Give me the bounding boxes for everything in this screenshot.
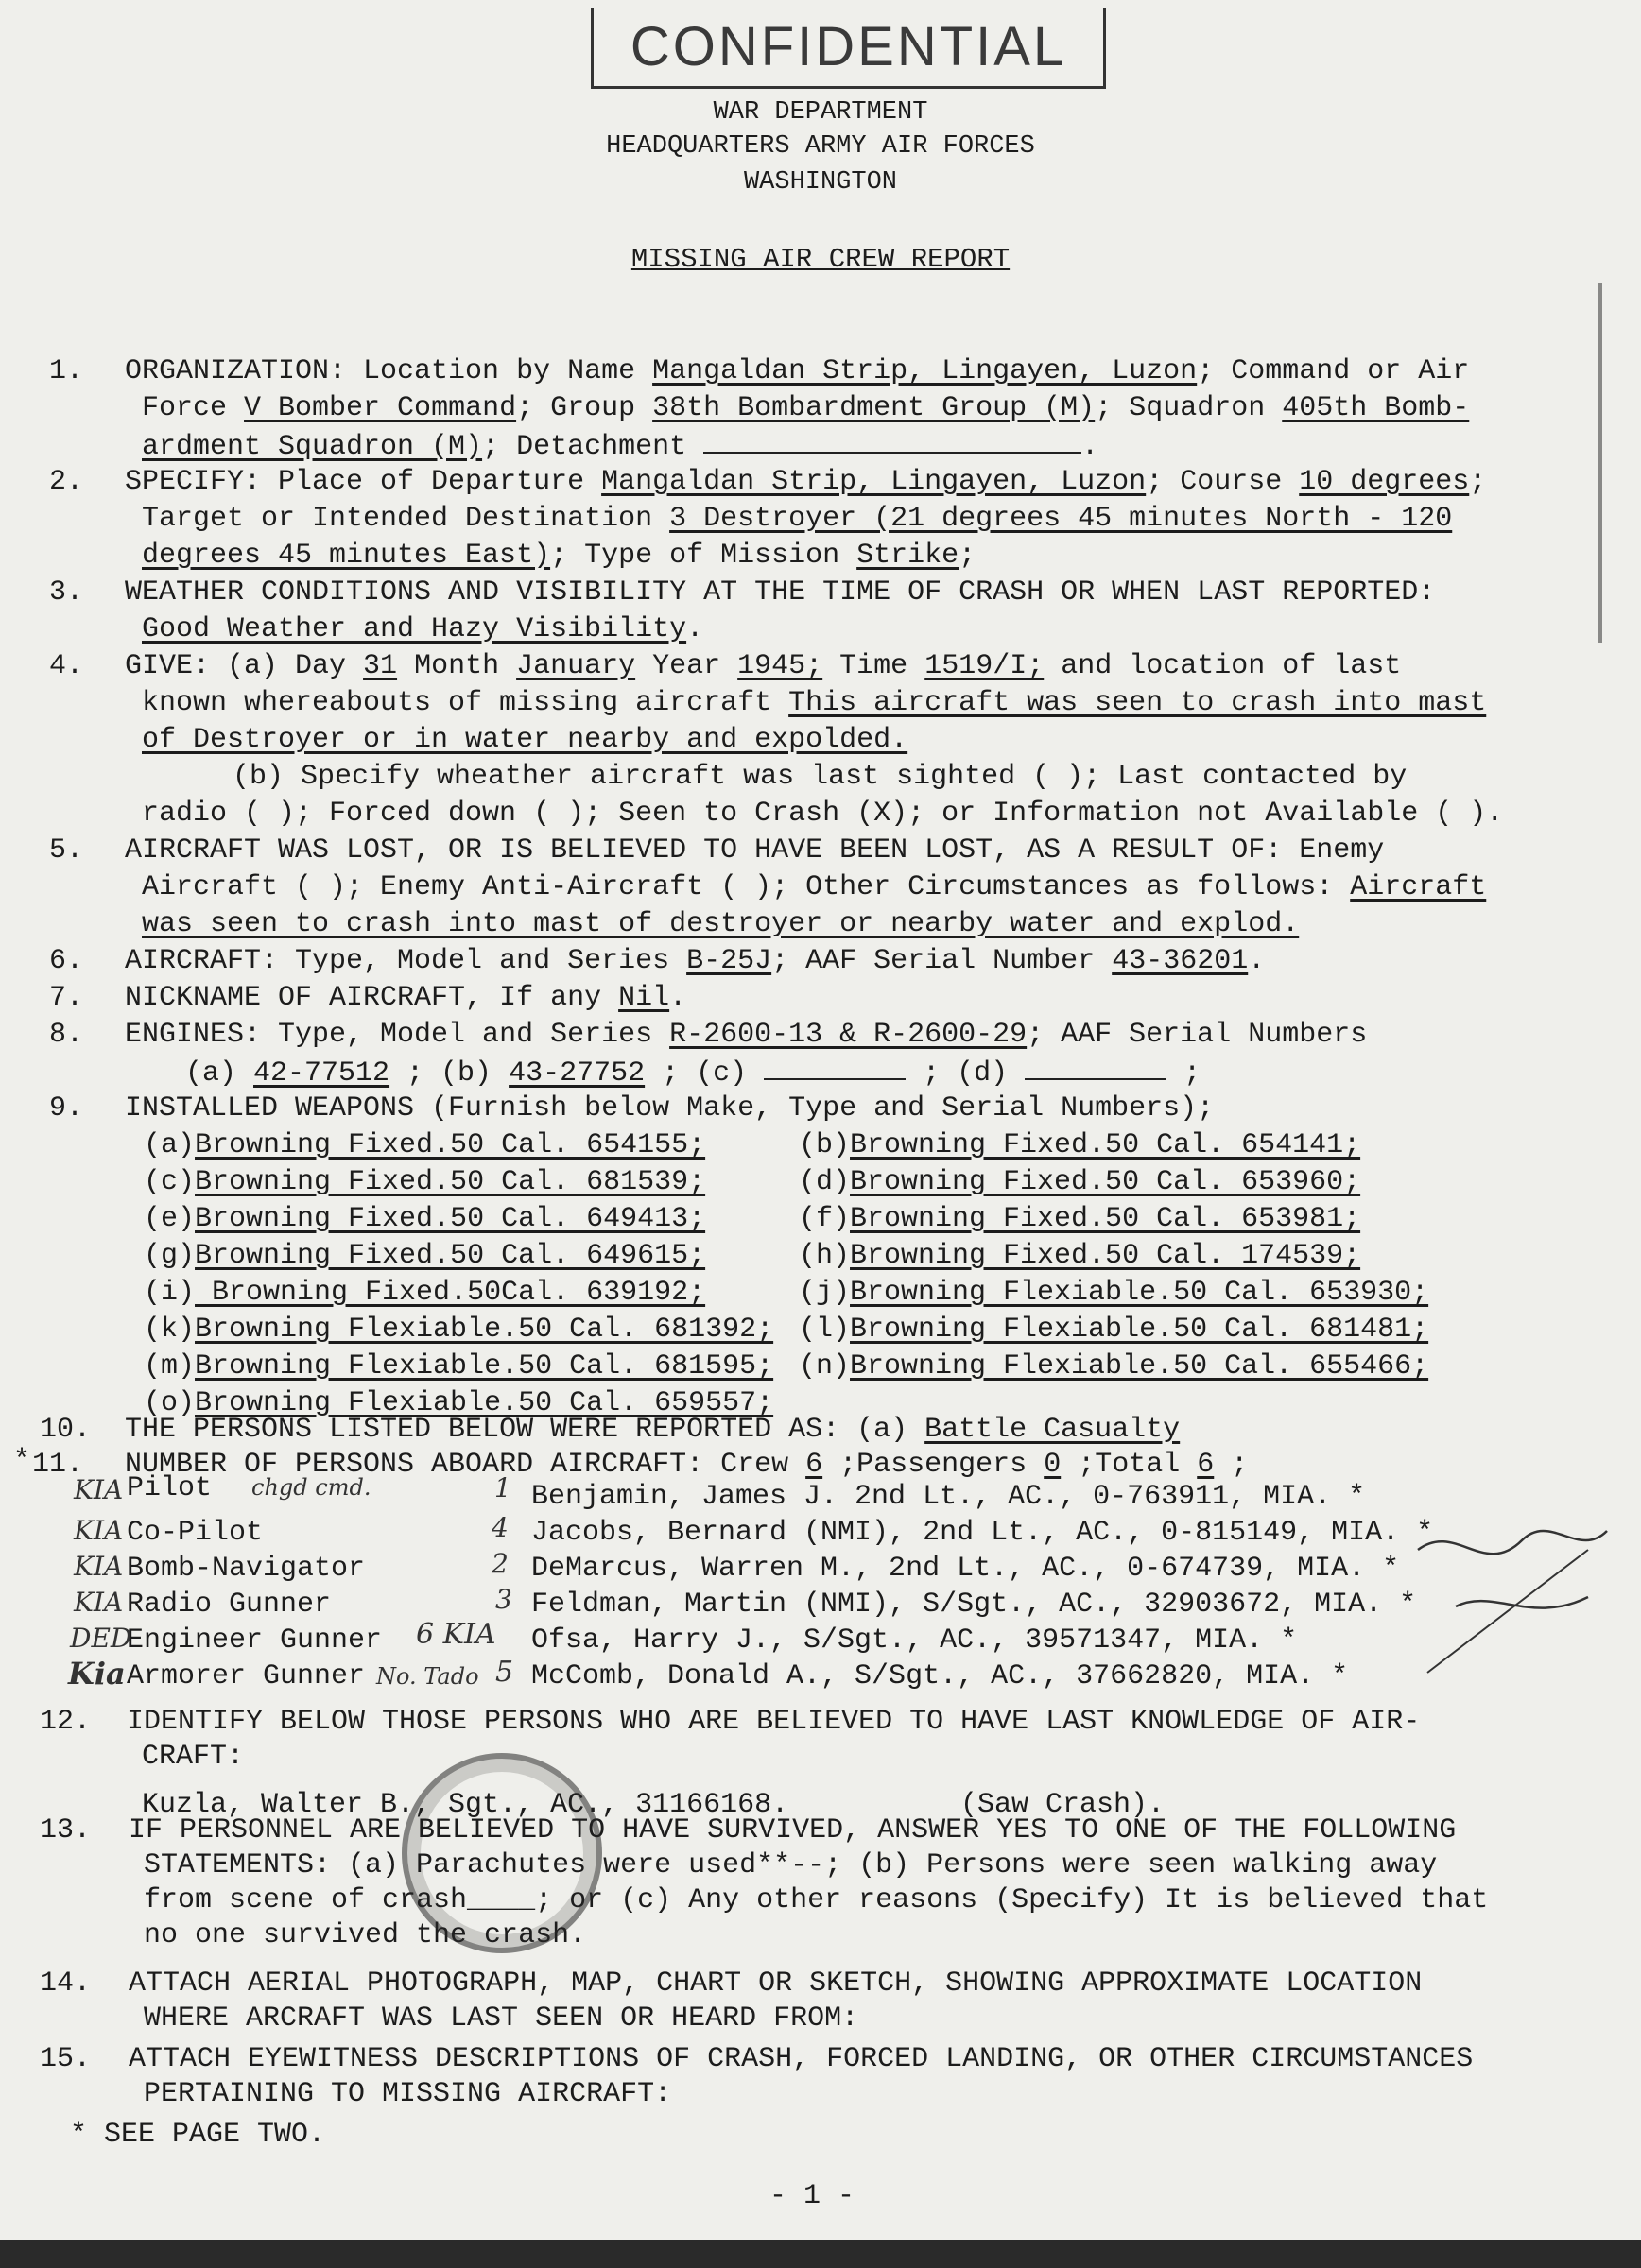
item-number: 11.: [32, 1449, 84, 1481]
aircraft-serial-value: 43-36201: [1112, 945, 1249, 977]
crew-member: Feldman, Martin (NMI), S/Sgt., AC., 32903672, MIA. *: [531, 1589, 1417, 1621]
whereabouts-value: This aircraft was seen to crash into mast: [788, 687, 1487, 719]
item-2-line-2: Target or Intended Destination 3 Destroyer (21 degrees 45 minutes North - 120: [142, 503, 1453, 535]
weather-value: Good Weather and Hazy Visibility: [142, 613, 687, 645]
crew-member: Jacobs, Bernard (NMI), 2nd Lt., AC., 0-815149, MIA. *: [531, 1517, 1434, 1549]
weapon-right-n: (n)Browning Flexiable.50 Cal. 655466;: [799, 1350, 1429, 1383]
item-4-line-1: GIVE: (a) Day 31 Month January Year 1945; Time 1519/I; and location of last: [125, 650, 1402, 682]
item-4-line-5: radio ( ); Forced down ( ); Seen to Crash (X); or Information not Available ( ).: [142, 798, 1504, 830]
departure-value: Mangaldan Strip, Lingayen, Luzon: [601, 466, 1147, 498]
handwritten-sequence: 6 KIA: [416, 1618, 496, 1651]
header-line-1: WAR DEPARTMENT: [713, 98, 928, 127]
item-8-line-2: (a) 42-77512 ; (b) 43-27752 ; (c) ; (d) ;: [185, 1054, 1201, 1091]
crew-member: DeMarcus, Warren M., 2nd Lt., AC., 0-674739, MIA. *: [531, 1553, 1400, 1585]
weapon-right-d: (d)Browning Fixed.50 Cal. 653960;: [799, 1166, 1361, 1198]
item-13-line-3: from scene of crash____; or (c) Any other reasons (Specify) It is believed that: [144, 1884, 1489, 1916]
item-15-line-1: ATTACH EYEWITNESS DESCRIPTIONS OF CRASH, FORCED LANDING, OR OTHER CIRCUMSTANCES: [129, 2043, 1474, 2075]
header-line-2: HEADQUARTERS ARMY AIR FORCES: [606, 132, 1035, 161]
location-value: Mangaldan Strip, Lingayen, Luzon: [652, 355, 1198, 387]
item-9-line-1: INSTALLED WEAPONS (Furnish below Make, Type and Serial Numbers);: [125, 1092, 1215, 1125]
passenger-count: 0: [1044, 1449, 1062, 1481]
item-4-line-4: (b) Specify wheather aircraft was last sighted ( ); Last contacted by: [233, 761, 1408, 793]
weapon-left-i: (i) Browning Fixed.50Cal. 639192;: [144, 1277, 706, 1309]
item-number: 3.: [49, 576, 84, 609]
weapon-left-a: (a)Browning Fixed.50 Cal. 654155;: [144, 1129, 706, 1161]
page-number: - 1 -: [769, 2180, 855, 2212]
weapon-left-c: (c)Browning Fixed.50 Cal. 681539;: [144, 1166, 706, 1198]
handwritten-sequence: 4: [492, 1512, 509, 1543]
crew-member: Ofsa, Harry J., S/Sgt., AC., 39571347, MIA. *: [531, 1624, 1298, 1657]
item-3-line-1: WEATHER CONDITIONS AND VISIBILITY AT THE TIME OF CRASH OR WHEN LAST REPORTED:: [125, 576, 1436, 609]
engine-serial-c-blank: [764, 1054, 906, 1080]
weapon-right-b: (b)Browning Fixed.50 Cal. 654141;: [799, 1129, 1361, 1161]
weapon-left-k: (k)Browning Flexiable.50 Cal. 681392;: [144, 1314, 774, 1346]
handwritten-note: chgd cmd.: [251, 1474, 371, 1501]
item-number: 14.: [40, 1967, 92, 2000]
item-12-line-2: CRAFT:: [142, 1741, 245, 1773]
footer-note: * SEE PAGE TWO.: [70, 2119, 326, 2151]
weapon-left-m: (m)Browning Flexiable.50 Cal. 681595;: [144, 1350, 774, 1383]
course-value: 10 degrees: [1299, 466, 1470, 498]
item-10-line-1: THE PERSONS LISTED BELOW WERE REPORTED AS: (a) Battle Casualty: [125, 1414, 1181, 1446]
item-number: 2.: [49, 466, 84, 498]
item-11-line-1: NUMBER OF PERSONS ABOARD AIRCRAFT: Crew 6 ;Passengers 0 ;Total 6 ;: [125, 1449, 1249, 1481]
casualty-value: Battle Casualty: [924, 1414, 1181, 1446]
item-1-line-1: ORGANIZATION: Location by Name Mangaldan Strip, Lingayen, Luzon; Command or Air: [125, 355, 1470, 387]
handwritten-sequence: 2: [492, 1548, 509, 1579]
item-number: 4.: [49, 650, 84, 682]
destination-value: 3 Destroyer (21 degrees 45 minutes North - 120: [669, 503, 1453, 535]
item-number: 10.: [40, 1414, 92, 1446]
aircraft-model-value: B-25J: [686, 945, 772, 977]
asterisk-mark: *: [13, 1445, 31, 1477]
item-14-line-1: ATTACH AERIAL PHOTOGRAPH, MAP, CHART OR SKETCH, SHOWING APPROXIMATE LOCATION: [129, 1967, 1423, 2000]
item-4-line-3: of Destroyer or in water nearby and expolded.: [142, 724, 908, 756]
weapon-left-o: (o)Browning Flexiable.50 Cal. 659557;: [144, 1387, 774, 1419]
item-number: 15.: [40, 2043, 92, 2075]
item-8-line-1: ENGINES: Type, Model and Series R-2600-13 & R-2600-29; AAF Serial Numbers: [125, 1019, 1368, 1051]
engine-serial-a: 42-77512: [253, 1057, 390, 1090]
handwritten-status: KIA: [74, 1587, 124, 1618]
crew-member: McComb, Donald A., S/Sgt., AC., 37662820, MIA. *: [531, 1660, 1349, 1692]
item-6-line-1: AIRCRAFT: Type, Model and Series B-25J; AAF Serial Number 43-36201.: [125, 945, 1266, 977]
item-1-line-3: ardment Squadron (M); Detachment .: [142, 427, 1098, 465]
report-title: MISSING AIR CREW REPORT: [630, 244, 1011, 275]
item-2-line-1: SPECIFY: Place of Departure Mangaldan Strip, Lingayen, Luzon; Course 10 degrees;: [125, 466, 1487, 498]
year-value: 1945;: [737, 650, 823, 682]
engine-serial-d-blank: [1025, 1054, 1166, 1080]
weapon-right-h: (h)Browning Fixed.50 Cal. 174539;: [799, 1240, 1361, 1272]
item-13-line-1: IF PERSONNEL ARE BELIEVED TO HAVE SURVIVED, ANSWER YES TO ONE OF THE FOLLOWING: [129, 1814, 1457, 1847]
page-edge-shadow: [1598, 284, 1602, 643]
time-value: 1519/I;: [924, 650, 1045, 682]
item-number: 5.: [49, 834, 84, 867]
item-number: 12.: [40, 1706, 92, 1738]
weapon-right-j: (j)Browning Flexiable.50 Cal. 653930;: [799, 1277, 1429, 1309]
item-number: 7.: [49, 982, 84, 1014]
handwritten-status: DED: [70, 1623, 132, 1654]
item-13-line-2: STATEMENTS: (a) Parachutes were used**--; (b) Persons were seen walking away: [144, 1849, 1438, 1881]
engine-type-value: R-2600-13 & R-2600-29: [669, 1019, 1028, 1051]
item-13-line-4: no one survived the crash.: [144, 1919, 587, 1951]
item-5-line-2: Aircraft ( ); Enemy Anti-Aircraft ( ); Other Circumstances as follows: Aircraft: [142, 871, 1487, 903]
item-number: 6.: [49, 945, 84, 977]
weapon-right-l: (l)Browning Flexiable.50 Cal. 681481;: [799, 1314, 1429, 1346]
handwritten-sequence: 1: [494, 1472, 511, 1503]
item-4-line-2: known whereabouts of missing aircraft This aircraft was seen to crash into mast: [142, 687, 1487, 719]
item-14-line-2: WHERE ARCRAFT WAS LAST SEEN OR HEARD FROM:: [144, 2002, 859, 2035]
item-3-line-2: Good Weather and Hazy Visibility.: [142, 613, 704, 645]
header-line-3: WASHINGTON: [743, 168, 898, 197]
item-number: 13.: [40, 1814, 92, 1847]
mission-value: Strike: [856, 540, 959, 572]
item-1-line-2: Force V Bomber Command; Group 38th Bombardment Group (M); Squadron 405th Bomb-: [142, 392, 1470, 424]
group-value: 38th Bombardment Group (M): [652, 392, 1096, 424]
weapon-left-e: (e)Browning Fixed.50 Cal. 649413;: [144, 1203, 706, 1235]
weapon-left-g: (g)Browning Fixed.50 Cal. 649615;: [144, 1240, 706, 1272]
weapon-right-f: (f)Browning Fixed.50 Cal. 653981;: [799, 1203, 1361, 1235]
nickname-value: Nil: [618, 982, 670, 1014]
handwritten-sequence: 3: [495, 1584, 512, 1615]
crew-role: Radio Gunner: [127, 1589, 332, 1621]
item-12-line-1: IDENTIFY BELOW THOSE PERSONS WHO ARE BELIEVED TO HAVE LAST KNOWLEDGE OF AIR-: [127, 1706, 1421, 1738]
crew-count: 6: [805, 1449, 823, 1481]
crew-role: Engineer Gunner: [127, 1624, 383, 1657]
witness-note: (Saw Crash).: [960, 1789, 1166, 1821]
handwritten-status: KIA: [74, 1515, 124, 1546]
scan-border: [0, 2240, 1641, 2268]
squadron-value: 405th Bomb-: [1282, 392, 1470, 424]
crew-role: Co-Pilot: [127, 1517, 264, 1549]
detachment-blank: [703, 427, 1081, 454]
handwritten-note: No. Tado: [376, 1663, 479, 1690]
crew-role: Armorer Gunner: [127, 1660, 366, 1692]
item-15-line-2: PERTAINING TO MISSING AIRCRAFT:: [144, 2078, 672, 2110]
item-number: 9.: [49, 1092, 84, 1125]
handwritten-status: KIA: [74, 1474, 124, 1505]
handwritten-scribble: [1399, 1493, 1626, 1682]
day-value: 31: [363, 650, 398, 682]
item-number: 1.: [49, 355, 84, 387]
crew-role: Pilot: [127, 1472, 213, 1504]
engine-serial-b: 43-27752: [509, 1057, 646, 1090]
command-value: V Bomber Command: [244, 392, 517, 424]
handwritten-status: KIA: [74, 1551, 124, 1582]
item-5-line-1: AIRCRAFT WAS LOST, OR IS BELIEVED TO HAVE BEEN LOST, AS A RESULT OF: Enemy: [125, 834, 1385, 867]
circumstances-value: was seen to crash into mast of destroyer or nearby water and explod.: [142, 908, 1300, 940]
item-7-line-1: NICKNAME OF AIRCRAFT, If any Nil.: [125, 982, 687, 1014]
item-5-line-3: [142, 906, 1299, 942]
total-count: 6: [1197, 1449, 1215, 1481]
crew-member: Benjamin, James J. 2nd Lt., AC., 0-763911, MIA. *: [531, 1481, 1366, 1513]
item-number: 8.: [49, 1019, 84, 1051]
item-2-line-3: degrees 45 minutes East); Type of Mission Strike;: [142, 540, 976, 572]
handwritten-status: Kia: [68, 1656, 126, 1692]
crew-role: Bomb-Navigator: [127, 1553, 366, 1585]
confidential-stamp: CONFIDENTIAL: [591, 8, 1106, 89]
handwritten-sequence: 5: [495, 1656, 514, 1689]
witness-name: Kuzla, Walter B., Sgt., AC., 31166168.: [142, 1789, 789, 1821]
circular-stamp: [402, 1753, 602, 1953]
month-value: January: [516, 650, 636, 682]
